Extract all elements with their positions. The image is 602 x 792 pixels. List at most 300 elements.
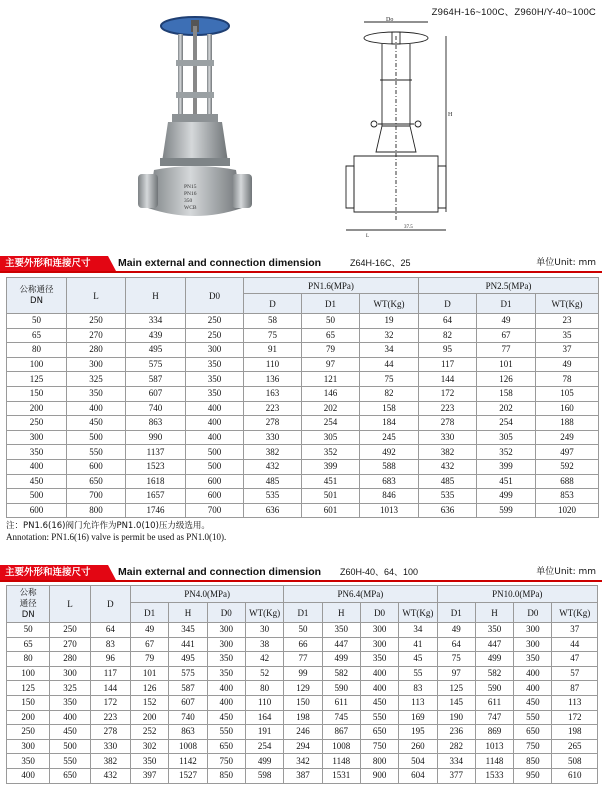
table-cell: 260: [399, 739, 437, 754]
table-cell: 382: [419, 445, 477, 460]
sub-header: WT(Kg): [245, 603, 283, 623]
table-cell: 80: [7, 343, 67, 358]
table-cell: 900: [360, 768, 398, 783]
sub-d: D: [419, 294, 477, 314]
table-cell: 125: [437, 681, 475, 696]
table-cell: 700: [67, 489, 126, 504]
table-cell: 1008: [169, 739, 207, 754]
table-cell: 450: [360, 695, 398, 710]
table-cell: 604: [399, 768, 437, 783]
table-cell: 745: [322, 710, 360, 725]
table-cell: 377: [437, 768, 475, 783]
table-cell: 236: [437, 725, 475, 740]
table-cell: 485: [419, 474, 477, 489]
table-row: [7, 416, 599, 431]
col-dn: 公称通径 DN: [7, 278, 67, 314]
table-cell: 500: [7, 489, 67, 504]
table-cell: 160: [536, 401, 599, 416]
table-row: [7, 489, 599, 504]
table-cell: 451: [302, 474, 360, 489]
table-cell: 144: [419, 372, 477, 387]
table-cell: 432: [244, 459, 302, 474]
table-cell: 172: [552, 710, 598, 725]
table-cell: 300: [7, 430, 67, 445]
table-cell: 1527: [169, 768, 207, 783]
table-cell: 300: [67, 357, 126, 372]
table-cell: 607: [169, 695, 207, 710]
table-cell: 1013: [475, 739, 513, 754]
table-cell: 163: [244, 386, 302, 401]
sub-header: WT(Kg): [399, 603, 437, 623]
table-cell: 350: [322, 623, 360, 638]
table-cell: 254: [302, 416, 360, 431]
table-cell: 152: [131, 695, 169, 710]
table-cell: 44: [552, 637, 598, 652]
table-cell: 245: [360, 430, 419, 445]
table-cell: 49: [131, 623, 169, 638]
table-cell: 350: [207, 666, 245, 681]
table-cell: 67: [131, 637, 169, 652]
table-cell: 250: [7, 416, 67, 431]
table-cell: 599: [477, 503, 536, 518]
table-cell: 636: [244, 503, 302, 518]
table-cell: 145: [437, 695, 475, 710]
table-cell: 67: [477, 328, 536, 343]
table-cell: 191: [245, 725, 283, 740]
table-cell: 300: [514, 623, 552, 638]
table-cell: 1142: [169, 754, 207, 769]
table-cell: 57: [552, 666, 598, 681]
table-cell: 350: [131, 754, 169, 769]
table-cell: 150: [7, 695, 50, 710]
table-cell: 223: [244, 401, 302, 416]
table-cell: 30: [245, 623, 283, 638]
section2-model: Z60H-40、64、100: [340, 567, 419, 577]
table-cell: 113: [552, 695, 598, 710]
table-cell: 590: [475, 681, 513, 696]
table-cell: 188: [536, 416, 599, 431]
table-cell: 49: [477, 314, 536, 329]
group-pn25: PN2.5(MPa): [419, 278, 599, 294]
table-row: [7, 754, 598, 769]
table-cell: 352: [477, 445, 536, 460]
table-cell: 250: [67, 314, 126, 329]
table-cell: 636: [419, 503, 477, 518]
table-cell: 387: [284, 768, 322, 783]
dimension-table-2: [6, 585, 598, 784]
table-cell: 350: [186, 357, 244, 372]
table-row: [7, 386, 599, 401]
table-cell: 1533: [475, 768, 513, 783]
table-cell: 588: [360, 459, 419, 474]
table-cell: 77: [284, 652, 322, 667]
table-cell: 50: [302, 314, 360, 329]
table-cell: 342: [284, 754, 322, 769]
sub-header: H: [475, 603, 513, 623]
table-cell: 190: [437, 710, 475, 725]
table-cell: 325: [67, 372, 126, 387]
table-cell: 499: [322, 652, 360, 667]
section2-title-cn: 主要外形和连接尺寸: [0, 565, 108, 580]
table-cell: 747: [475, 710, 513, 725]
table-cell: 400: [7, 459, 67, 474]
sub-d1: D1: [477, 294, 536, 314]
table-cell: 100: [7, 357, 67, 372]
section2-title-en: Main external and connection dimension: [118, 566, 322, 578]
table-cell: 129: [284, 681, 322, 696]
table-cell: 200: [7, 710, 50, 725]
table-cell: 198: [284, 710, 322, 725]
table-cell: 382: [90, 754, 130, 769]
col-l: L: [50, 586, 90, 623]
table-cell: 64: [90, 623, 130, 638]
table-cell: 867: [322, 725, 360, 740]
table-cell: 52: [245, 666, 283, 681]
table-cell: 1657: [126, 489, 186, 504]
table-cell: 65: [7, 637, 50, 652]
table-cell: 75: [437, 652, 475, 667]
table-cell: 300: [207, 637, 245, 652]
table-cell: 95: [419, 343, 477, 358]
table-cell: 250: [7, 725, 50, 740]
table-row: [7, 445, 599, 460]
table-cell: 350: [207, 652, 245, 667]
table-cell: 49: [437, 623, 475, 638]
table-cell: 535: [244, 489, 302, 504]
table-cell: 550: [50, 754, 90, 769]
table-cell: 504: [399, 754, 437, 769]
table-cell: 195: [399, 725, 437, 740]
section1-header: [0, 256, 602, 273]
table-cell: 587: [169, 681, 207, 696]
table-cell: 400: [207, 681, 245, 696]
table-cell: 164: [245, 710, 283, 725]
section2-unit: 单位Unit: mm: [536, 567, 596, 577]
table-cell: 50: [284, 623, 322, 638]
table-row: [7, 430, 599, 445]
table-cell: 350: [50, 695, 90, 710]
table-cell: 601: [302, 503, 360, 518]
table-cell: 650: [360, 725, 398, 740]
table-cell: 600: [67, 459, 126, 474]
table-cell: 32: [360, 328, 419, 343]
table-cell: 450: [514, 695, 552, 710]
table-cell: 451: [477, 474, 536, 489]
model-header: Z964H-16~100C、Z960H/Y-40~100C: [431, 7, 596, 18]
table-cell: 34: [399, 623, 437, 638]
table-cell: 125: [7, 681, 50, 696]
table-cell: 270: [67, 328, 126, 343]
table-row: [7, 695, 598, 710]
table-cell: 50: [7, 314, 67, 329]
table-cell: 550: [360, 710, 398, 725]
table-cell: 37: [536, 343, 599, 358]
table-row: [7, 768, 598, 783]
table-row: [7, 725, 598, 740]
sub-header: D1: [131, 603, 169, 623]
table-cell: 80: [7, 652, 50, 667]
table-cell: 144: [90, 681, 130, 696]
table-cell: 278: [419, 416, 477, 431]
notes: [6, 521, 226, 543]
table-cell: 101: [131, 666, 169, 681]
table-cell: 330: [90, 739, 130, 754]
table-cell: 158: [477, 386, 536, 401]
table-cell: 172: [90, 695, 130, 710]
table-cell: 450: [67, 416, 126, 431]
table-row: [7, 681, 598, 696]
table-cell: 550: [207, 725, 245, 740]
table-cell: 611: [322, 695, 360, 710]
table-cell: 439: [126, 328, 186, 343]
table-cell: 1020: [536, 503, 599, 518]
table-cell: 113: [399, 695, 437, 710]
table-cell: 64: [419, 314, 477, 329]
group-pn100: PN10.0(MPa): [437, 586, 597, 603]
table-cell: 83: [90, 637, 130, 652]
table-cell: 400: [7, 768, 50, 783]
table-cell: 850: [514, 754, 552, 769]
photo-label-2: PN16: [184, 191, 197, 197]
table-cell: 400: [186, 401, 244, 416]
sub-header: D0: [360, 603, 398, 623]
table-cell: 1148: [322, 754, 360, 769]
table-cell: 79: [302, 343, 360, 358]
sub-header: D1: [437, 603, 475, 623]
table-cell: 399: [477, 459, 536, 474]
table-cell: 41: [399, 637, 437, 652]
sub-d: D: [244, 294, 302, 314]
photo-label-4: WCB: [184, 205, 197, 211]
table-cell: 432: [90, 768, 130, 783]
table-cell: 700: [186, 503, 244, 518]
table-cell: 863: [169, 725, 207, 740]
drawing-label-h: H: [448, 112, 453, 118]
table-row: [7, 623, 598, 638]
table-cell: 34: [360, 343, 419, 358]
sub-wt: WT(Kg): [536, 294, 599, 314]
table-cell: 126: [131, 681, 169, 696]
table-cell: 300: [186, 343, 244, 358]
table-cell: 300: [50, 666, 90, 681]
table-cell: 397: [131, 768, 169, 783]
table-cell: 278: [90, 725, 130, 740]
table-cell: 598: [245, 768, 283, 783]
table-cell: 265: [552, 739, 598, 754]
table-cell: 65: [7, 328, 67, 343]
table-cell: 330: [419, 430, 477, 445]
table-cell: 350: [514, 652, 552, 667]
table-cell: 950: [514, 768, 552, 783]
table-cell: 750: [207, 754, 245, 769]
table-cell: 249: [536, 430, 599, 445]
photo-label-3: 350: [184, 198, 193, 204]
table-row: [7, 474, 599, 489]
table-cell: 592: [536, 459, 599, 474]
table-cell: 846: [360, 489, 419, 504]
table-cell: 250: [186, 328, 244, 343]
table-cell: 172: [419, 386, 477, 401]
table-cell: 688: [536, 474, 599, 489]
table-cell: 750: [514, 739, 552, 754]
table-cell: 650: [207, 739, 245, 754]
table-cell: 305: [302, 430, 360, 445]
table-cell: 450: [207, 710, 245, 725]
table-cell: 200: [7, 401, 67, 416]
table-cell: 990: [126, 430, 186, 445]
table-cell: 400: [50, 710, 90, 725]
table-cell: 350: [186, 372, 244, 387]
table-cell: 450: [7, 474, 67, 489]
table-cell: 77: [477, 343, 536, 358]
photo-label-1: PN15: [184, 184, 197, 190]
table-cell: 650: [514, 725, 552, 740]
table-cell: 66: [284, 637, 322, 652]
table-cell: 352: [302, 445, 360, 460]
table-cell: 150: [284, 695, 322, 710]
group-pn40: PN4.0(MPa): [131, 586, 284, 603]
table-cell: 64: [437, 637, 475, 652]
table-cell: 683: [360, 474, 419, 489]
table-cell: 853: [536, 489, 599, 504]
table-cell: 1137: [126, 445, 186, 460]
table-cell: 1531: [322, 768, 360, 783]
table-cell: 508: [552, 754, 598, 769]
sub-header: D0: [514, 603, 552, 623]
table-cell: 500: [186, 445, 244, 460]
table-cell: 250: [50, 623, 90, 638]
table-cell: 850: [207, 768, 245, 783]
table-cell: 400: [67, 401, 126, 416]
table-cell: 75: [244, 328, 302, 343]
table-cell: 1618: [126, 474, 186, 489]
table-cell: 82: [360, 386, 419, 401]
table-cell: 184: [360, 416, 419, 431]
table-cell: 350: [7, 754, 50, 769]
table-cell: 65: [302, 328, 360, 343]
table-cell: 87: [552, 681, 598, 696]
table-cell: 334: [126, 314, 186, 329]
table-cell: 350: [7, 445, 67, 460]
table-cell: 550: [67, 445, 126, 460]
table-cell: 278: [244, 416, 302, 431]
table-cell: 447: [475, 637, 513, 652]
sub-wt: WT(Kg): [360, 294, 419, 314]
table-cell: 300: [360, 623, 398, 638]
drawing-label-d0: Do: [386, 17, 394, 23]
table-cell: 101: [477, 357, 536, 372]
sub-header: D0: [207, 603, 245, 623]
table-cell: 607: [126, 386, 186, 401]
table-cell: 400: [514, 681, 552, 696]
table-cell: 350: [186, 386, 244, 401]
table-cell: 550: [514, 710, 552, 725]
table-cell: 202: [302, 401, 360, 416]
table-cell: 325: [50, 681, 90, 696]
table-cell: 280: [50, 652, 90, 667]
table-cell: 740: [169, 710, 207, 725]
table-cell: 45: [399, 652, 437, 667]
section1-unit: 单位Unit: mm: [536, 258, 596, 268]
table-cell: 254: [477, 416, 536, 431]
table-cell: 495: [169, 652, 207, 667]
table-cell: 330: [244, 430, 302, 445]
table-cell: 254: [245, 739, 283, 754]
table-cell: 650: [67, 474, 126, 489]
sub-header: D1: [284, 603, 322, 623]
table-cell: 49: [536, 357, 599, 372]
table-cell: 800: [360, 754, 398, 769]
table-cell: 399: [302, 459, 360, 474]
table-cell: 302: [131, 739, 169, 754]
table-cell: 146: [302, 386, 360, 401]
col-l: L: [67, 278, 126, 314]
table-cell: 863: [126, 416, 186, 431]
col-d: D: [90, 586, 130, 623]
table-row: [7, 637, 598, 652]
table-cell: 1008: [322, 739, 360, 754]
table-cell: 450: [50, 725, 90, 740]
table-row: [7, 666, 598, 681]
table-cell: 270: [50, 637, 90, 652]
table-cell: 500: [50, 739, 90, 754]
table-cell: 44: [360, 357, 419, 372]
drawing-label-l: L: [366, 234, 370, 238]
table-cell: 869: [475, 725, 513, 740]
table-cell: 600: [186, 474, 244, 489]
table-cell: 1746: [126, 503, 186, 518]
table-cell: 91: [244, 343, 302, 358]
sub-header: WT(Kg): [552, 603, 598, 623]
table-cell: 150: [7, 386, 67, 401]
table-cell: 117: [90, 666, 130, 681]
table-cell: 19: [360, 314, 419, 329]
table-cell: 47: [552, 652, 598, 667]
table-cell: 79: [131, 652, 169, 667]
table-row: [7, 343, 599, 358]
table-cell: 499: [477, 489, 536, 504]
dimension-table-1: [6, 277, 599, 518]
table-row: [7, 652, 598, 667]
table-cell: 83: [399, 681, 437, 696]
table-cell: 500: [67, 430, 126, 445]
table-row: [7, 459, 599, 474]
table-cell: 400: [186, 430, 244, 445]
table-cell: 158: [360, 401, 419, 416]
table-cell: 223: [419, 401, 477, 416]
table-cell: 610: [552, 768, 598, 783]
table-cell: 575: [169, 666, 207, 681]
table-cell: 345: [169, 623, 207, 638]
section1-title-en: Main external and connection dimension: [118, 257, 322, 269]
table-cell: 334: [437, 754, 475, 769]
table-cell: 305: [477, 430, 536, 445]
table-cell: 600: [186, 489, 244, 504]
col-dn: 公称 通径 DN: [7, 586, 50, 623]
table-cell: 499: [245, 754, 283, 769]
table-cell: 382: [244, 445, 302, 460]
table-cell: 501: [302, 489, 360, 504]
table-cell: 650: [50, 768, 90, 783]
table-cell: 223: [90, 710, 130, 725]
table-cell: 37: [552, 623, 598, 638]
table-cell: 202: [477, 401, 536, 416]
table-row: [7, 739, 598, 754]
table-row: [7, 357, 599, 372]
table-cell: 447: [322, 637, 360, 652]
table-cell: 110: [244, 357, 302, 372]
table-cell: 169: [399, 710, 437, 725]
